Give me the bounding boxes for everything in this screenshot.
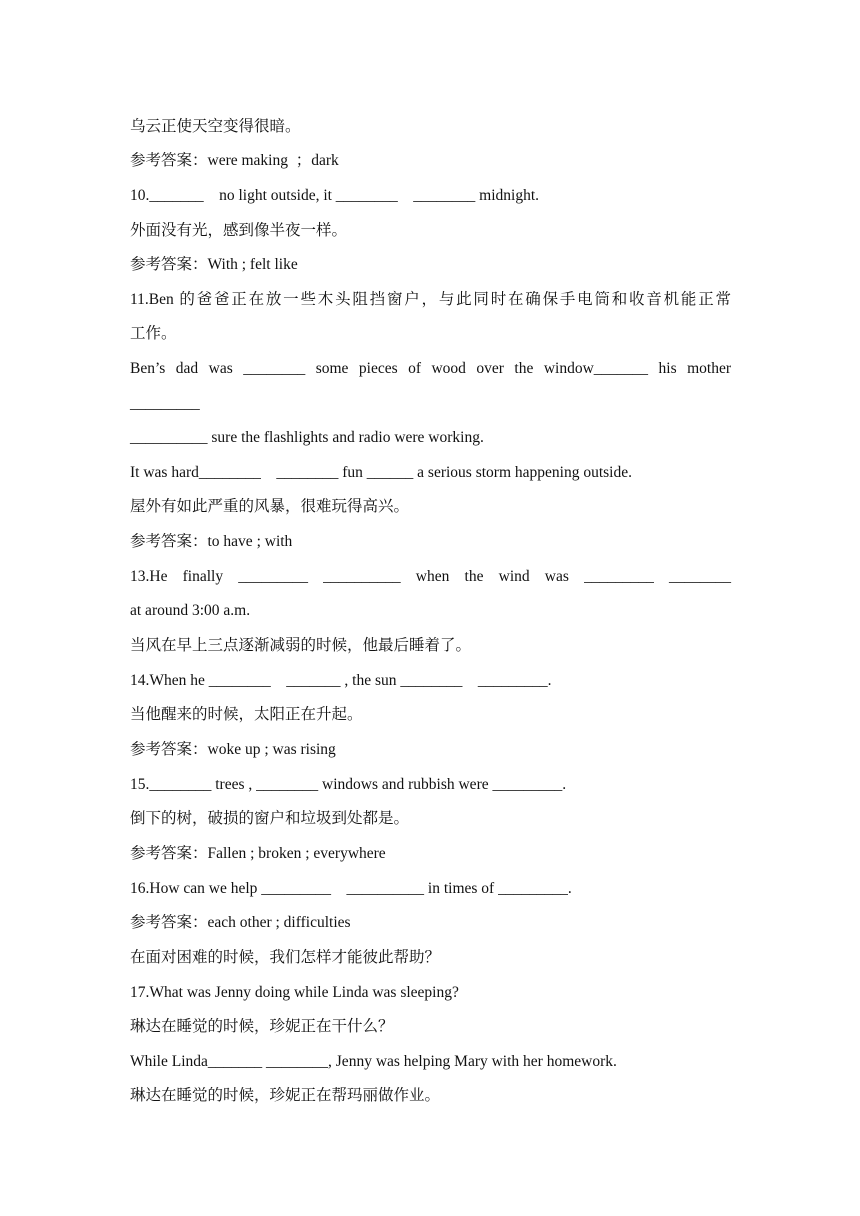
translation-line: 在面对困难的时候，我们怎样才能彼此帮助？ [130, 949, 441, 966]
answer-line: 参考答案：were making ；dark [130, 152, 339, 169]
question-line: 16.How can we help _________ __________ in times of _________. [130, 880, 572, 897]
translation-line: 倒下的树，破损的窗户和垃圾到处都是。 [130, 810, 410, 827]
text-line: 工作。 [130, 325, 177, 342]
translation-line: 外面没有光，感到像半夜一样。 [130, 222, 348, 239]
question-line: 10._______ no light outside, it ________ ________ midnight. [130, 187, 540, 204]
question-line: 11.Ben 的爸爸正在放一些木头阻挡窗户，与此同时在确保手电筒和收音机能正常 [130, 291, 731, 308]
text-line: __________ sure the flashlights and radio were working. [130, 429, 484, 446]
question-line: 14.When he ________ _______ , the sun ________ _________. [130, 672, 552, 689]
text-line: Ben’s dad was ________ some pieces of wood over the window_______ his mother [130, 360, 731, 377]
answer-line: 参考答案：woke up ; was rising [130, 741, 336, 758]
answer-line: 参考答案：Fallen ; broken ; everywhere [130, 845, 386, 862]
translation-line: 琳达在睡觉的时候，珍妮正在干什么？ [130, 1018, 394, 1035]
translation-line: 屋外有如此严重的风暴，很难玩得高兴。 [130, 498, 410, 515]
question-line: 13.He finally _________ __________ when the wind was _________ ________ [130, 568, 731, 585]
translation-line: 琳达在睡觉的时候，珍妮正在帮玛丽做作业。 [130, 1087, 441, 1104]
question-line: 15.________ trees , ________ windows and rubbish were _________. [130, 776, 567, 793]
question-line: It was hard________ ________ fun ______ a serious storm happening outside. [130, 464, 632, 481]
translation-line: 当他醒来的时候，太阳正在升起。 [130, 706, 363, 723]
answer-line: 参考答案：each other ; difficulties [130, 914, 351, 931]
text-line: 乌云正使天空变得很暗。 [130, 118, 301, 135]
text-line: at around 3:00 a.m. [130, 602, 251, 619]
text-line: _________ [130, 395, 200, 412]
question-line: 17.What was Jenny doing while Linda was sleeping? [130, 984, 459, 1001]
translation-line: 当风在早上三点逐渐减弱的时候，他最后睡着了。 [130, 637, 472, 654]
text-line: While Linda_______ ________, Jenny was helping Mary with her homework. [130, 1053, 617, 1070]
answer-line: 参考答案：to have ; with [130, 533, 293, 550]
answer-line: 参考答案：With ; felt like [130, 256, 298, 273]
